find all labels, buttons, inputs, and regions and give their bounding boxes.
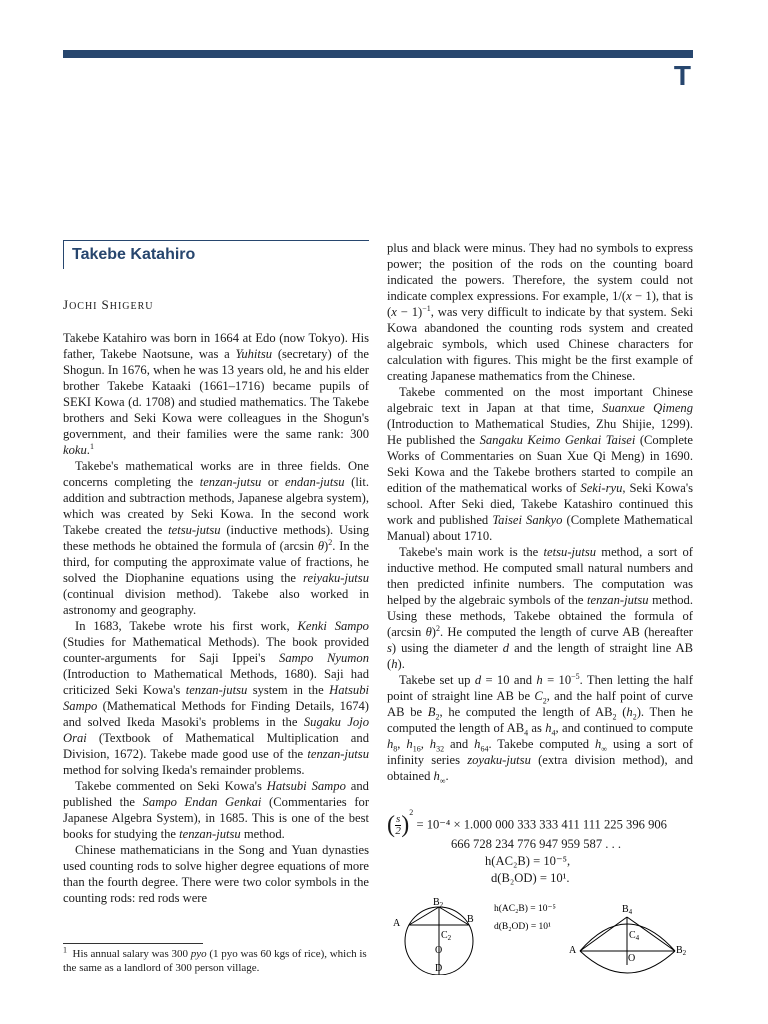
equation-line-2: 666 728 234 776 947 959 587 . . . bbox=[451, 837, 622, 851]
footnote: $^1$ His annual salary was 300 pyo (1 pyo was 60 kgs of rice), which is the same as a landlord of 300 person village. bbox=[63, 945, 367, 974]
paragraph: Takebe's main work is the tetsu-jutsu method, a sort of inductive method. He computed small natural numbers and then predicted infinite numbers. The computation was helped by the algebraic symbols of the tenzan-jutsu method. Using these methods, Takebe obtained the formula of (arcsin θ)$^2$. He computed the length of curve AB (hereafter s) using the diameter d and the length of straight line AB (h). bbox=[387, 545, 693, 671]
article-title: Takebe Katahiro bbox=[72, 246, 196, 263]
label-A-left: A bbox=[393, 918, 401, 929]
paragraph: Takebe commented on Seki Kowa's Hatsubi Sampo and published the Sampo Endan Genkai (Commentaries for Japanese Algebra System), in 1685. This is one of the best books for studying the tenzan-jutsu method. bbox=[63, 779, 370, 841]
footnote-rule bbox=[63, 943, 203, 944]
footnote-marker: 1 bbox=[89, 441, 94, 451]
label-O-right: O bbox=[628, 953, 636, 964]
label-A-right: A bbox=[569, 945, 577, 956]
label-D: D bbox=[435, 963, 443, 974]
label-B2-right: $B_2$ bbox=[676, 945, 687, 957]
paragraph: Takebe set up d = 10 and $h = 10^{-5}$. Then letting the half point of straight line AB be $C_2$, and the half point of curve AB be $B_2$, he computed the length of $AB_2$ $(h_2)$. Then he computed the length of $AB_4$ as $h_4$, and continued to compute $h_8$, $h_{16}$, $h_{32}$ and $h_{64}$. Takebe computed $h_\infty$ using a sort of infinity series zoyaku-jutsu (extra division method), and obtained $h_\infty$. bbox=[387, 671, 694, 786]
label-O-left: O bbox=[435, 945, 443, 956]
footnote-number: 1 bbox=[63, 945, 67, 955]
section-letter: T bbox=[673, 60, 691, 91]
equation-line-3: h(AC₂B) = 10⁻⁵, bbox=[485, 854, 571, 868]
label-B4: $B_4$ bbox=[622, 904, 633, 916]
paragraph: Takebe's mathematical works are in three fields. One concerns completing the tenzan-jutsu or endan-jutsu (lit. addition and subtraction methods, Japanese algebra system), which was created by Seki Kowa. In the second work Takebe created the tetsu-jutsu (inductive methods). Using these methods he obtained the formula of (arcsin θ)$^2$. In the third, for computing the approximate value of fractions, he solved the Diophanine equations using the reiyaku-jutsu (continual division method). Takebe also worked in astronomy and geography. bbox=[63, 459, 369, 617]
equation-line-4: d(B₂OD) = 10¹. bbox=[491, 871, 570, 885]
paragraph: In 1683, Takebe wrote his first work, Kenki Sampo (Studies for Mathematical Methods). The book provided counter-arguments for Saji Ippei's Sampo Nyumon (Introduction to Mathematical Methods, 1680). Saji had criticized Seki Kowa's tenzan-jutsu system in the Hatsubi Sampo (Mathematical Methods for Finding Details, 1674) and solved Ikeda Masoki's problems in the Sugaku Jojo Orai (Textbook of Mathematical Multiplication and Division, 1672). Takebe made good use of the tenzan-jutsu method for solving Ikeda's remainder problems. bbox=[63, 619, 370, 777]
article-title-box bbox=[63, 240, 369, 269]
author-name: JOCHI SHIGERU bbox=[63, 297, 154, 312]
equation-line-1: ( $\frac{s}{2}$ )$^2$ = 10⁻⁴ × 1.000 000 333 333 411 111 225 396 906 bbox=[387, 808, 667, 838]
paragraph: Chinese mathematicians in the Song and Yuan dynasties used counting rods to solve higher degree equations of more than the fourth degree. There were two color symbols in the counting rods: red rods were bbox=[63, 843, 369, 905]
paragraph: Takebe Katahiro was born in 1664 at Edo (now Tokyo). His father, Takebe Naotsune, was a Yuhitsu (secretary) of the Shogun. In 1676, when he was 13 years old, he and his elder brother Takebe Kataaki (1661–1716) became pupils of SEKI Kowa (d. 1708) and studied mathematics. The Takebe brothers and Seki Kowa were colleagues in the Shogun's government, and their families were the same rank: 300 koku.$^1$ bbox=[63, 331, 369, 457]
left-column bbox=[63, 240, 369, 906]
label-C2: $C_2$ bbox=[441, 930, 452, 942]
paragraph: Takebe commented on the most important Chinese algebraic text in Japan at that time, Suanxue Qimeng (Introduction to Mathematical Studies, Zhu Shijie, 1299). He published the Sangaku Keimo Genkai Taisei (Complete Works of Commentaries on Suan Xue Qi Meng) in 1690. Seki Kowa and the Takebe brothers started to compile an edition of the mathematical works of Seki-ryu, Seki Kowa's school. After Seki died, Takebe Katashiro continued this work and published Taisei Sankyo (Complete Mathematical Manual) about 1710. bbox=[387, 385, 693, 543]
annotation-h: h(AC₂B) = 10⁻⁵ bbox=[494, 904, 556, 914]
paragraph: plus and black were minus. They had no symbols to express power; the position of the rods on the counting board indicated the powers. Therefore, the system could not indicate complex expressions. For example, 1/(x − 1), that is $(x - 1)^{-1}$, was very difficult to indicate by that system. Seki Kowa abandoned the counting rods system and created algebraic symbols, which used Chinese characters for calculation with figures. This might be the first example of creating Japanese mathematics from the Chinese. bbox=[387, 241, 694, 383]
annotation-d: d(B₂OD) = 10¹ bbox=[494, 922, 551, 932]
label-B-left: B bbox=[467, 914, 474, 925]
label-C4: $C_4$ bbox=[629, 930, 640, 942]
right-column bbox=[387, 240, 693, 784]
label-B2-left: $B_2$ bbox=[433, 897, 444, 909]
geometry-figure bbox=[387, 895, 697, 975]
header-bar bbox=[63, 50, 693, 58]
